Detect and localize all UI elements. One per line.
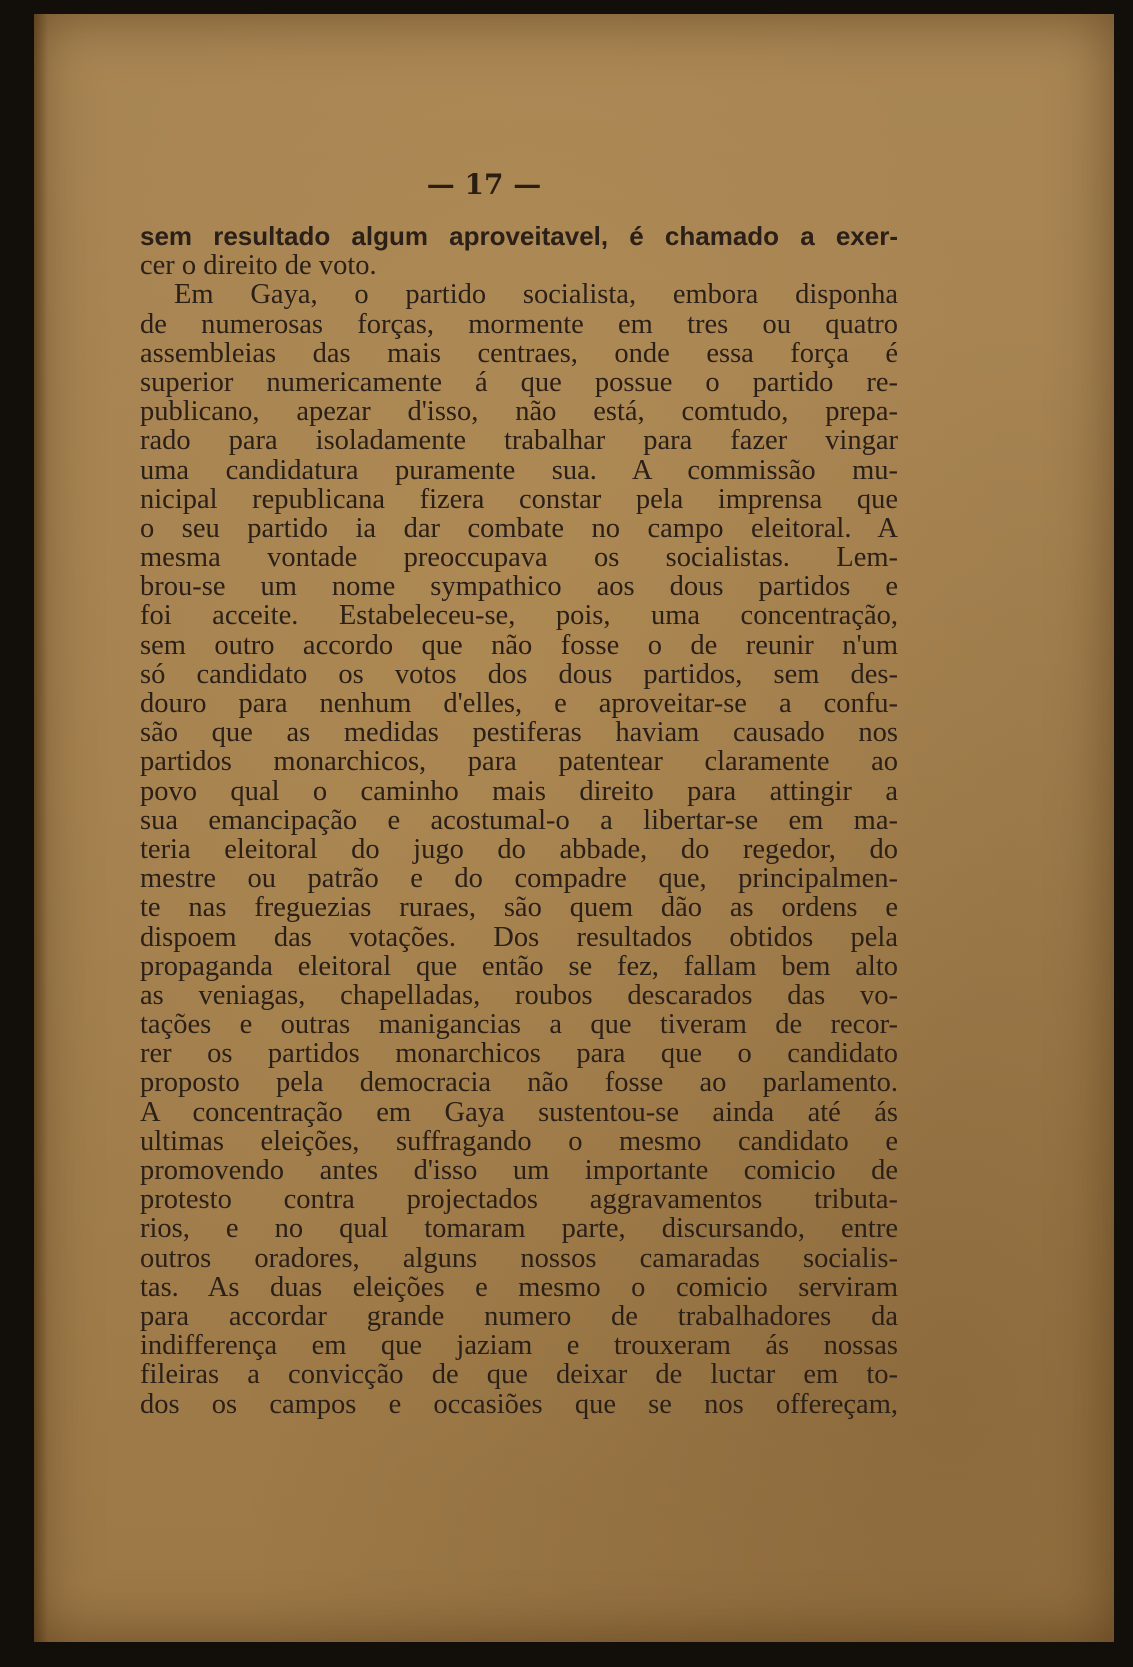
text-line: mestre ou patrão e do compadre que, principalmen- xyxy=(140,863,898,895)
text-line: teria eleitoral do jugo do abbade, do regedor, do xyxy=(140,833,898,865)
text-line: ultimas eleições, suffragando o mesmo candidato e xyxy=(140,1125,898,1157)
text-line: nicipal republicana fizera constar pela imprensa que xyxy=(140,483,898,515)
text-line: protesto contra projectados aggravamentos tributa- xyxy=(140,1184,898,1216)
book-page xyxy=(34,14,1114,1642)
text-line: mesma vontade preoccupava os socialistas. Lem- xyxy=(140,542,898,574)
text-line: A concentração em Gaya sustentou-se ainda até ás xyxy=(140,1096,898,1128)
page-number: — 17 — xyxy=(426,168,542,201)
text-line: o seu partido ia dar combate no campo eleitoral. A xyxy=(140,512,898,544)
text-line: rado para isoladamente trabalhar para fazer vingar xyxy=(140,425,898,457)
text-line: as veniagas, chapelladas, roubos descarados das vo- xyxy=(140,979,898,1011)
text-line: tas. As duas eleições e mesmo o comicio serviram xyxy=(140,1271,898,1303)
text-line: brou-se um nome sympathico aos dous partidos e xyxy=(140,571,898,603)
text-line: propaganda eleitoral que então se fez, fallam bem alto xyxy=(140,950,898,982)
text-line: uma candidatura puramente sua. A commissão mu- xyxy=(140,454,898,486)
text-line: são que as medidas pestiferas haviam causado nos xyxy=(140,717,898,749)
text-line: indifferença em que jaziam e trouxeram ás nossas xyxy=(140,1330,898,1362)
text-line: só candidato os votos dos dous partidos, sem des- xyxy=(140,658,898,690)
text-line: Em Gaya, o partido socialista, embora disponha xyxy=(174,279,898,311)
text-line: rer os partidos monarchicos para que o candidato xyxy=(140,1038,898,1070)
text-line: foi acceite. Estabeleceu-se, pois, uma concentração, xyxy=(140,600,898,632)
text-line: cer o direito de voto. xyxy=(140,250,377,282)
text-line: promovendo antes d'isso um importante comicio de xyxy=(140,1155,898,1186)
text-line: superior numericamente á que possue o partido re- xyxy=(140,366,898,398)
text-line: sem resultado algum aproveitavel, é chamado a exer- xyxy=(140,221,898,251)
text-line: dispoem das votações. Dos resultados obtidos pela xyxy=(140,921,898,953)
text-line: sem outro accordo que não fosse o de reunir n'um xyxy=(140,629,898,661)
text-line: assembleias das mais centraes, onde essa força é xyxy=(140,337,898,369)
text-line: povo qual o caminho mais direito para attingir a xyxy=(140,775,898,807)
text-line: partidos monarchicos, para patentear claramente ao xyxy=(140,746,898,778)
text-line: fileiras a convicção de que deixar de luctar em to- xyxy=(140,1359,898,1391)
text-line: sua emancipação e acostumal-o a libertar-se em ma- xyxy=(140,804,898,836)
text-line: rios, e no qual tomaram parte, discursando, entre xyxy=(140,1213,898,1245)
text-line: te nas freguezias ruraes, são quem dão as ordens e xyxy=(140,892,898,924)
text-line: dos os campos e occasiões que se nos offereçam, xyxy=(140,1388,898,1420)
text-line: outros oradores, alguns nossos camaradas socialis- xyxy=(140,1242,898,1274)
text-line: tações e outras manigancias a que tiveram de recor- xyxy=(140,1009,898,1041)
text-line: de numerosas forças, mormente em tres ou quatro xyxy=(140,308,898,340)
text-line: douro para nenhum d'elles, e aproveitar-se a confu- xyxy=(140,688,898,719)
body-text xyxy=(140,222,898,1419)
page-binding-shadow xyxy=(34,14,48,1642)
text-line: proposto pela democracia não fosse ao parlamento. xyxy=(140,1067,898,1099)
text-line: para accordar grande numero de trabalhadores da xyxy=(140,1300,898,1332)
text-line: publicano, apezar d'isso, não está, comtudo, prepa- xyxy=(140,396,898,428)
